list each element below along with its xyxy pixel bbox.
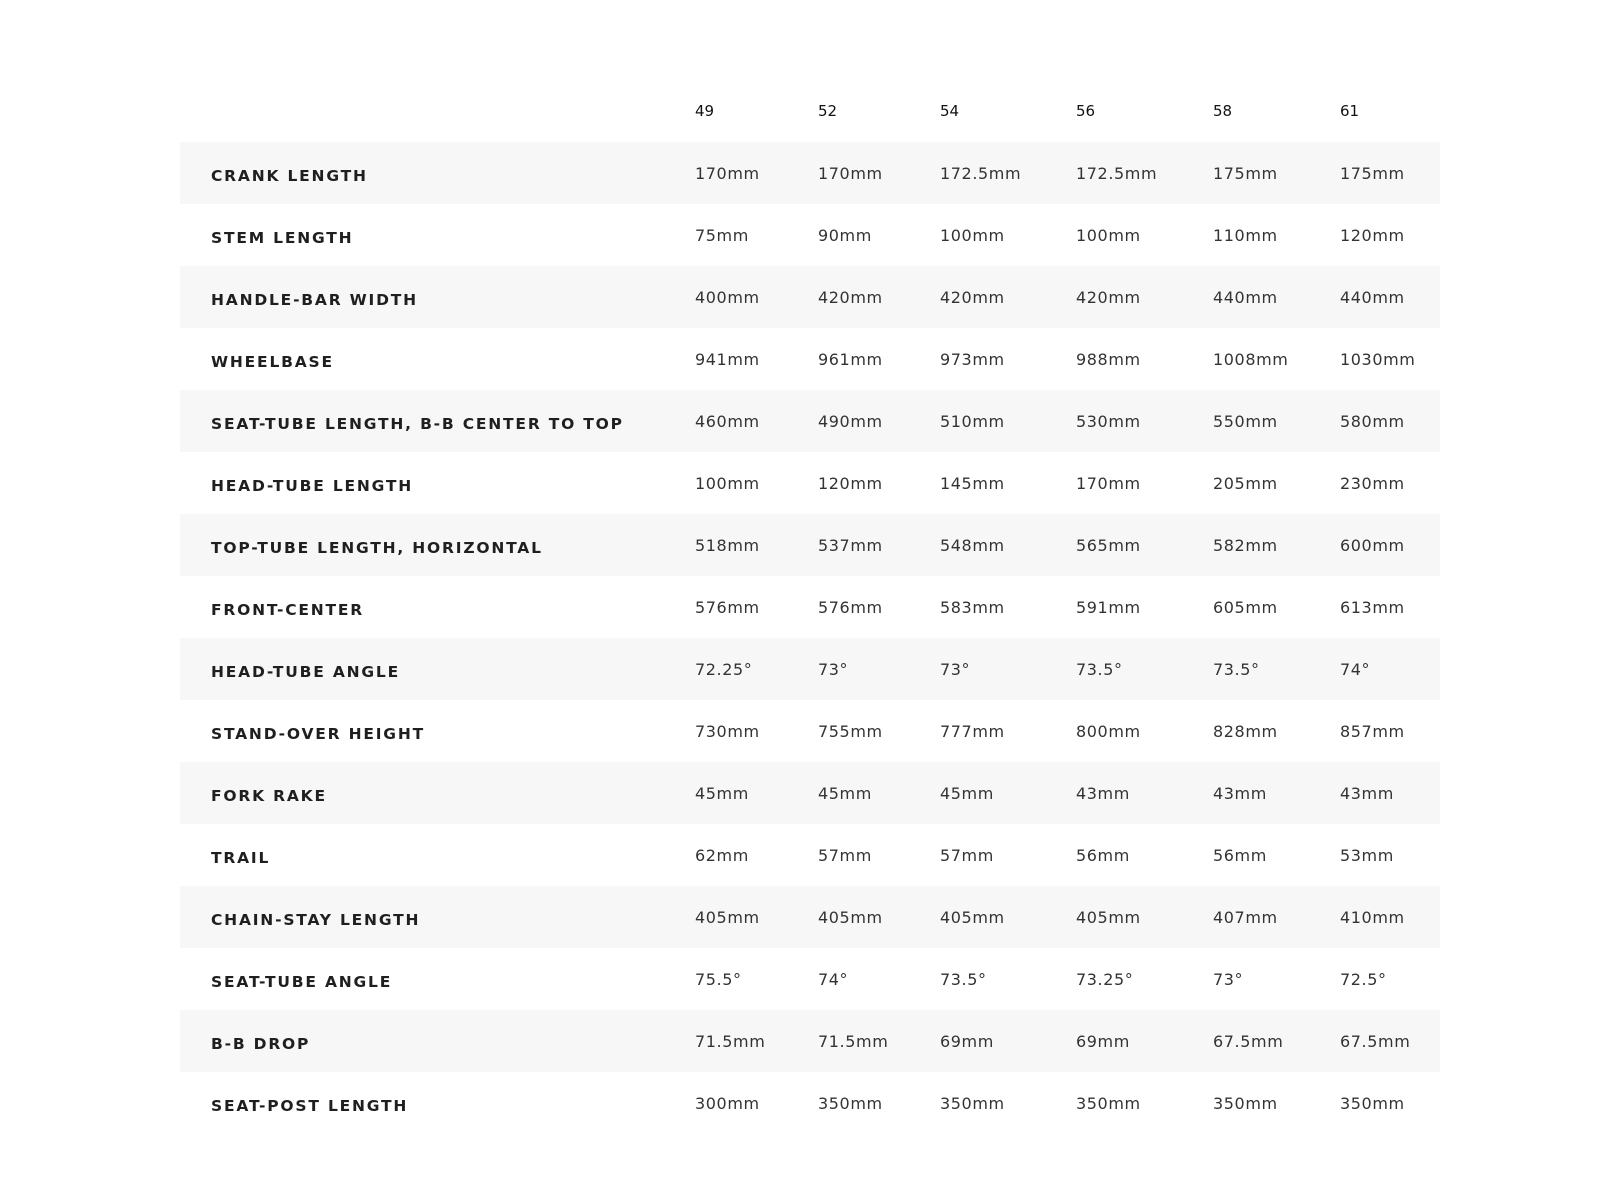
size-header-61: 61: [1340, 102, 1360, 120]
table-cell: 71.5mm: [818, 1031, 889, 1051]
table-row: [180, 514, 1440, 576]
table-cell: 43mm: [1213, 783, 1267, 803]
table-cell: 175mm: [1340, 163, 1405, 183]
table-cell: 941mm: [695, 349, 760, 369]
table-cell: 420mm: [940, 287, 1005, 307]
row-label: HANDLE-BAR WIDTH: [211, 291, 418, 309]
table-cell: 172.5mm: [940, 163, 1022, 183]
table-cell: 591mm: [1076, 597, 1141, 617]
table-cell: 440mm: [1340, 287, 1405, 307]
size-header-58: 58: [1213, 102, 1233, 120]
table-cell: 857mm: [1340, 721, 1405, 741]
table-cell: 583mm: [940, 597, 1005, 617]
size-header-49: 49: [695, 102, 715, 120]
table-cell: 400mm: [695, 287, 760, 307]
table-cell: 613mm: [1340, 597, 1405, 617]
table-row: [180, 452, 1440, 514]
table-cell: 800mm: [1076, 721, 1141, 741]
table-cell: 420mm: [818, 287, 883, 307]
table-cell: 62mm: [695, 845, 749, 865]
table-cell: 45mm: [818, 783, 872, 803]
table-cell: 565mm: [1076, 535, 1141, 555]
table-cell: 73.5°: [1213, 659, 1260, 679]
row-label: TOP-TUBE LENGTH, HORIZONTAL: [211, 539, 543, 557]
size-header-row: [180, 80, 1440, 142]
table-row: [180, 142, 1440, 204]
row-label: B-B DROP: [211, 1035, 311, 1053]
table-cell: 56mm: [1213, 845, 1267, 865]
table-cell: 777mm: [940, 721, 1005, 741]
table-cell: 576mm: [818, 597, 883, 617]
table-cell: 43mm: [1076, 783, 1130, 803]
table-row: [180, 1072, 1440, 1134]
table-cell: 73°: [940, 659, 971, 679]
table-cell: 410mm: [1340, 907, 1405, 927]
table-row: [180, 1010, 1440, 1072]
row-label: CHAIN-STAY LENGTH: [211, 911, 421, 929]
table-cell: 580mm: [1340, 411, 1405, 431]
table-cell: 230mm: [1340, 473, 1405, 493]
table-cell: 74°: [818, 969, 849, 989]
row-label: SEAT-TUBE LENGTH, B-B CENTER TO TOP: [211, 415, 624, 433]
table-cell: 1008mm: [1213, 349, 1289, 369]
table-cell: 1030mm: [1340, 349, 1416, 369]
row-label: HEAD-TUBE ANGLE: [211, 663, 400, 681]
table-cell: 576mm: [695, 597, 760, 617]
row-label: FRONT-CENTER: [211, 601, 365, 619]
table-cell: 420mm: [1076, 287, 1141, 307]
table-cell: 75.5°: [695, 969, 742, 989]
table-cell: 518mm: [695, 535, 760, 555]
row-label: SEAT-POST LENGTH: [211, 1097, 409, 1115]
row-label: STEM LENGTH: [211, 229, 354, 247]
table-cell: 73.25°: [1076, 969, 1134, 989]
table-cell: 170mm: [695, 163, 760, 183]
table-cell: 405mm: [818, 907, 883, 927]
row-label: STAND-OVER HEIGHT: [211, 725, 425, 743]
table-cell: 405mm: [1076, 907, 1141, 927]
row-label: FORK RAKE: [211, 787, 327, 805]
table-cell: 961mm: [818, 349, 883, 369]
table-cell: 175mm: [1213, 163, 1278, 183]
table-row: [180, 204, 1440, 266]
table-row: [180, 266, 1440, 328]
table-cell: 582mm: [1213, 535, 1278, 555]
table-cell: 53mm: [1340, 845, 1394, 865]
table-cell: 120mm: [818, 473, 883, 493]
table-cell: 828mm: [1213, 721, 1278, 741]
table-cell: 69mm: [940, 1031, 994, 1051]
size-header-56: 56: [1076, 102, 1096, 120]
geometry-table: [180, 80, 1440, 1134]
table-cell: 67.5mm: [1213, 1031, 1284, 1051]
table-cell: 730mm: [695, 721, 760, 741]
table-row: [180, 886, 1440, 948]
table-cell: 350mm: [1076, 1093, 1141, 1113]
table-cell: 56mm: [1076, 845, 1130, 865]
table-cell: 300mm: [695, 1093, 760, 1113]
table-cell: 73.5°: [1076, 659, 1123, 679]
table-cell: 120mm: [1340, 225, 1405, 245]
table-row: [180, 824, 1440, 886]
size-header-54: 54: [940, 102, 960, 120]
table-cell: 69mm: [1076, 1031, 1130, 1051]
table-cell: 460mm: [695, 411, 760, 431]
table-row: [180, 700, 1440, 762]
table-cell: 43mm: [1340, 783, 1394, 803]
table-cell: 73°: [818, 659, 849, 679]
table-cell: 74°: [1340, 659, 1371, 679]
table-cell: 440mm: [1213, 287, 1278, 307]
row-label: HEAD-TUBE LENGTH: [211, 477, 414, 495]
table-cell: 45mm: [940, 783, 994, 803]
table-cell: 145mm: [940, 473, 1005, 493]
table-cell: 530mm: [1076, 411, 1141, 431]
table-cell: 537mm: [818, 535, 883, 555]
table-cell: 172.5mm: [1076, 163, 1158, 183]
table-row: [180, 762, 1440, 824]
table-body: [180, 142, 1440, 1134]
table-cell: 100mm: [695, 473, 760, 493]
table-cell: 550mm: [1213, 411, 1278, 431]
table-cell: 548mm: [940, 535, 1005, 555]
table-row: [180, 576, 1440, 638]
row-label: WHEELBASE: [211, 353, 334, 371]
table-cell: 90mm: [818, 225, 872, 245]
table-cell: 510mm: [940, 411, 1005, 431]
table-cell: 490mm: [818, 411, 883, 431]
size-header-52: 52: [818, 102, 838, 120]
table-cell: 73.5°: [940, 969, 987, 989]
table-cell: 350mm: [1340, 1093, 1405, 1113]
row-label: CRANK LENGTH: [211, 167, 368, 185]
table-cell: 170mm: [818, 163, 883, 183]
table-cell: 973mm: [940, 349, 1005, 369]
table-cell: 205mm: [1213, 473, 1278, 493]
table-cell: 170mm: [1076, 473, 1141, 493]
table-cell: 755mm: [818, 721, 883, 741]
table-cell: 57mm: [818, 845, 872, 865]
table-cell: 350mm: [940, 1093, 1005, 1113]
table-cell: 100mm: [940, 225, 1005, 245]
table-cell: 350mm: [818, 1093, 883, 1113]
table-cell: 73°: [1213, 969, 1244, 989]
table-cell: 72.5°: [1340, 969, 1387, 989]
table-cell: 988mm: [1076, 349, 1141, 369]
table-cell: 350mm: [1213, 1093, 1278, 1113]
table-row: [180, 328, 1440, 390]
table-cell: 67.5mm: [1340, 1031, 1411, 1051]
table-cell: 110mm: [1213, 225, 1278, 245]
table-cell: 71.5mm: [695, 1031, 766, 1051]
table-cell: 100mm: [1076, 225, 1141, 245]
row-label: TRAIL: [211, 849, 271, 867]
table-cell: 75mm: [695, 225, 749, 245]
table-cell: 405mm: [695, 907, 760, 927]
table-cell: 405mm: [940, 907, 1005, 927]
table-row: [180, 638, 1440, 700]
table-row: [180, 390, 1440, 452]
row-label: SEAT-TUBE ANGLE: [211, 973, 393, 991]
table-cell: 605mm: [1213, 597, 1278, 617]
table-cell: 57mm: [940, 845, 994, 865]
table-cell: 72.25°: [695, 659, 753, 679]
table-cell: 407mm: [1213, 907, 1278, 927]
table-row: [180, 948, 1440, 1010]
table-cell: 45mm: [695, 783, 749, 803]
table-cell: 600mm: [1340, 535, 1405, 555]
